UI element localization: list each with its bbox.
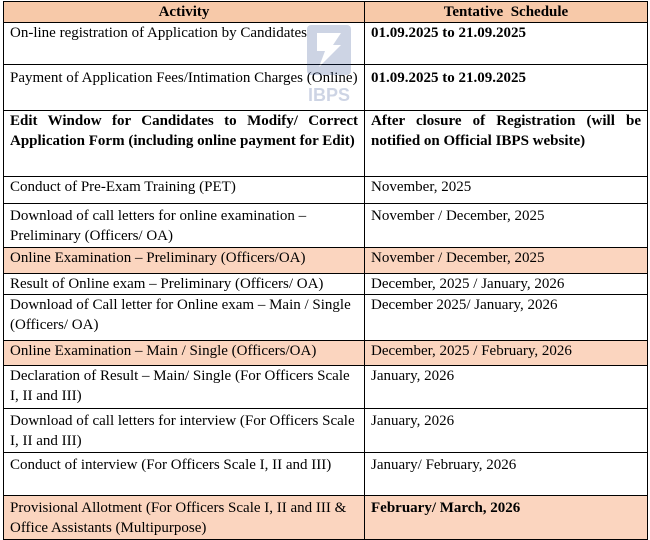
schedule-table-container	[3, 1, 648, 540]
schedule-cell: November / December, 2025	[365, 248, 648, 274]
activity-cell: Download of Call letter for Online exam – Main / Single (Officers/ OA)	[4, 295, 365, 341]
schedule-table	[3, 1, 648, 540]
schedule-cell: January/ February, 2026	[365, 453, 648, 496]
schedule-cell: November, 2025	[365, 177, 648, 204]
activity-cell: Declaration of Result – Main/ Single (For Officers Scale I, II and III)	[4, 366, 365, 409]
activity-cell: Conduct of Pre-Exam Training (PET)	[4, 177, 365, 204]
table-row	[4, 177, 648, 204]
activity-cell: Provisional Allotment (For Officers Scale I, II and III & Office Assistants (Multipurpose)	[4, 496, 365, 540]
activity-cell: Download of call letters for interview (For Officers Scale I, II and III)	[4, 409, 365, 453]
activity-cell: Payment of Application Fees/Intimation Charges (Online)	[4, 65, 365, 111]
activity-cell: Edit Window for Candidates to Modify/ Correct Application Form (including online payment for Edit)	[4, 111, 365, 177]
table-row-highlighted	[4, 248, 648, 274]
schedule-cell: January, 2026	[365, 409, 648, 453]
activity-cell: Online Examination – Preliminary (Officers/OA)	[4, 248, 365, 274]
header-activity: Activity	[4, 2, 365, 23]
schedule-cell: December 2025/ January, 2026	[365, 295, 648, 341]
table-row	[4, 274, 648, 295]
activity-cell: Online Examination – Main / Single (Officers/OA)	[4, 341, 365, 366]
table-row	[4, 453, 648, 496]
table-row	[4, 366, 648, 409]
schedule-cell: 01.09.2025 to 21.09.2025	[365, 65, 648, 111]
table-row-highlighted	[4, 341, 648, 366]
table-row	[4, 409, 648, 453]
table-row	[4, 111, 648, 177]
table-row-highlighted	[4, 496, 648, 540]
table-row	[4, 23, 648, 65]
activity-cell: Download of call letters for online examination – Preliminary (Officers/ OA)	[4, 204, 365, 248]
schedule-cell: 01.09.2025 to 21.09.2025	[365, 23, 648, 65]
schedule-cell: February/ March, 2026	[365, 496, 648, 540]
schedule-cell: December, 2025 / February, 2026	[365, 341, 648, 366]
schedule-cell: November / December, 2025	[365, 204, 648, 248]
schedule-cell: December, 2025 / January, 2026	[365, 274, 648, 295]
table-row	[4, 204, 648, 248]
table-row	[4, 65, 648, 111]
watermark-text: IBPS	[307, 85, 351, 105]
schedule-cell: January, 2026	[365, 366, 648, 409]
table-row	[4, 295, 648, 341]
schedule-cell: After closure of Registration (will be notified on Official IBPS website)	[365, 111, 648, 177]
activity-cell: On-line registration of Application by Candidates	[4, 23, 365, 65]
header-schedule: Tentative Schedule	[365, 2, 648, 23]
activity-cell: Result of Online exam – Preliminary (Officers/ OA)	[4, 274, 365, 295]
activity-cell: Conduct of interview (For Officers Scale I, II and III)	[4, 453, 365, 496]
table-header-row	[4, 2, 648, 23]
